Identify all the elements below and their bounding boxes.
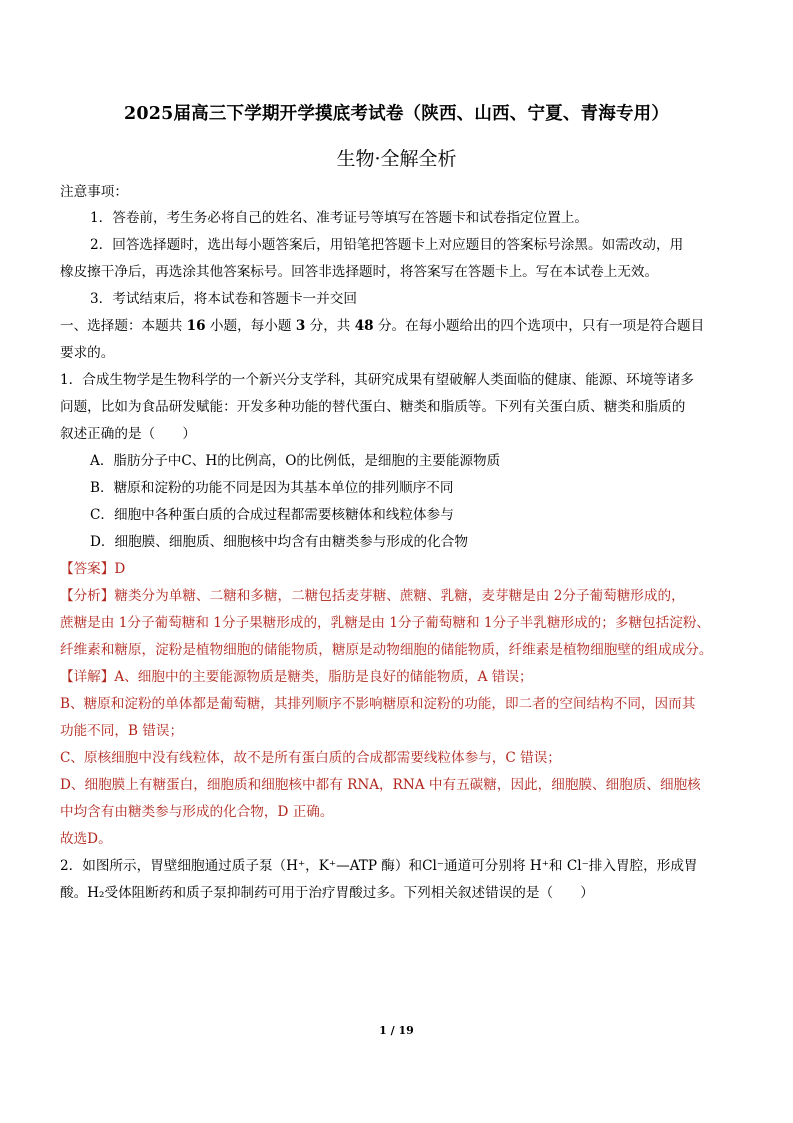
q1-detail-line-5: D、细胞膜上有糖蛋白，细胞质和细胞核中都有 RNA，RNA 中有五碳糖，因此，细胞膜、细胞质、细胞核: [60, 777, 701, 793]
notice-item-1: 1．答卷前，考生务必将自己的姓名、准考证号等填写在答题卡和试卷指定位置上。: [90, 210, 589, 226]
question-count: 16: [186, 318, 206, 334]
total-score: 48: [354, 318, 374, 334]
q1-analysis-line-2: 蔗糖是由 1分子葡萄糖和 1分子果糖形成的，乳糖是由 1分子葡萄糖和 1分子半乳糖形成的；多糖包括淀粉、: [60, 615, 711, 631]
q1-stem-line-1: 1．合成生物学是生物科学的一个新兴分支学科，其研究成果有望破解人类面临的健康、能源、环境等诸多: [60, 372, 694, 388]
q1-analysis-tag: 【分析】: [60, 588, 115, 604]
q1-conclusion: 故选D。: [60, 831, 112, 847]
q1-detail-line-4: C、原核细胞中没有线粒体，故不是所有蛋白质的合成都需要线粒体参与，C 错误；: [60, 750, 561, 766]
q1-analysis-line-1: [60, 586, 685, 606]
q1-option-c: C．细胞中各种蛋白质的合成过程都需要核糖体和线粒体参与: [90, 507, 454, 523]
section-text-d: 分。在每小题给出的四个选项中，只有一项是符合题目: [377, 318, 705, 334]
section-text-b: 小题，每小题: [209, 318, 292, 334]
question-score: 3: [295, 318, 306, 334]
q2-stem-line-2: 酸。H₂受体阻断药和质子泵抑制药可用于治疗胃酸过多。下列相关叙述错误的是（ ）: [60, 885, 594, 901]
q1-stem-line-3: 叙述正确的是（ ）: [60, 426, 196, 442]
page-number: 1 / 19: [379, 1024, 414, 1037]
q1-option-a: A．脂肪分子中C、H的比例高，O的比例低，是细胞的主要能源物质: [90, 453, 501, 469]
q1-option-b: B．糖原和淀粉的功能不同是因为其基本单位的排列顺序不同: [90, 480, 454, 496]
q1-detail-line-6: 中均含有由糖类参与形成的化合物，D 正确。: [60, 804, 334, 820]
section-text-a: 一、选择题：本题共: [60, 318, 183, 334]
q2-stem-line-1: 2．如图所示，胃壁细胞通过质子泵（H⁺，K⁺—ATP 酶）和Cl⁻通道可分别将 H⁺和 Cl⁻排入胃腔，形成胃: [60, 858, 698, 874]
q1-detail-line-3: 功能不同，B 错误；: [60, 723, 184, 739]
exam-title: 2025届高三下学期开学摸底考试卷（陕西、山西、宁夏、青海专用）: [123, 104, 670, 124]
exam-subtitle: 生物·全解全析: [336, 148, 457, 170]
section-text-c: 分，共: [309, 318, 351, 334]
q1-detail-line-2: B、糖原和淀粉的单体都是葡萄糖，其排列顺序不影响糖原和淀粉的功能，即二者的空间结构不同，因而其: [60, 696, 696, 712]
q1-option-d: D．细胞膜、细胞质、细胞核中均含有由糖类参与形成的化合物: [90, 534, 468, 550]
q1-detail-text: A、细胞中的主要能源物质是糖类，脂肪是良好的储能物质，A 错误；: [114, 669, 533, 685]
section-heading-cont: 要求的。: [60, 345, 115, 361]
q1-detail-line-1: [60, 667, 533, 687]
q1-stem-line-2: 问题，比如为食品研发赋能：开发多种功能的替代蛋白、糖类和脂质等。下列有关蛋白质、糖类和脂质的: [60, 399, 686, 415]
section-heading: [60, 316, 704, 336]
q1-analysis-text: 糖类分为单糖、二糖和多糖，二糖包括麦芽糖、蔗糖、乳糖，麦芽糖是由 2分子葡萄糖形成的，: [114, 588, 685, 604]
notice-item-2: 2．回答选择题时，选出每小题答案后，用铅笔把答题卡上对应题目的答案标号涂黑。如需改动，用: [90, 237, 684, 253]
q1-analysis-line-3: 纤维素和糖原，淀粉是植物细胞的储能物质，糖原是动物细胞的储能物质，纤维素是植物细胞壁的组成成分。: [60, 642, 713, 658]
notice-heading: 注意事项：: [60, 184, 128, 200]
q1-answer: 【答案】D: [60, 561, 126, 577]
notice-item-3: 3．考试结束后，将本试卷和答题卡一并交回: [90, 291, 357, 307]
q1-detail-tag: 【详解】: [60, 669, 115, 685]
notice-item-2-cont: 橡皮擦干净后，再选涂其他答案标号。回答非选择题时，将答案写在答题卡上。写在本试卷上无效。: [60, 264, 659, 280]
